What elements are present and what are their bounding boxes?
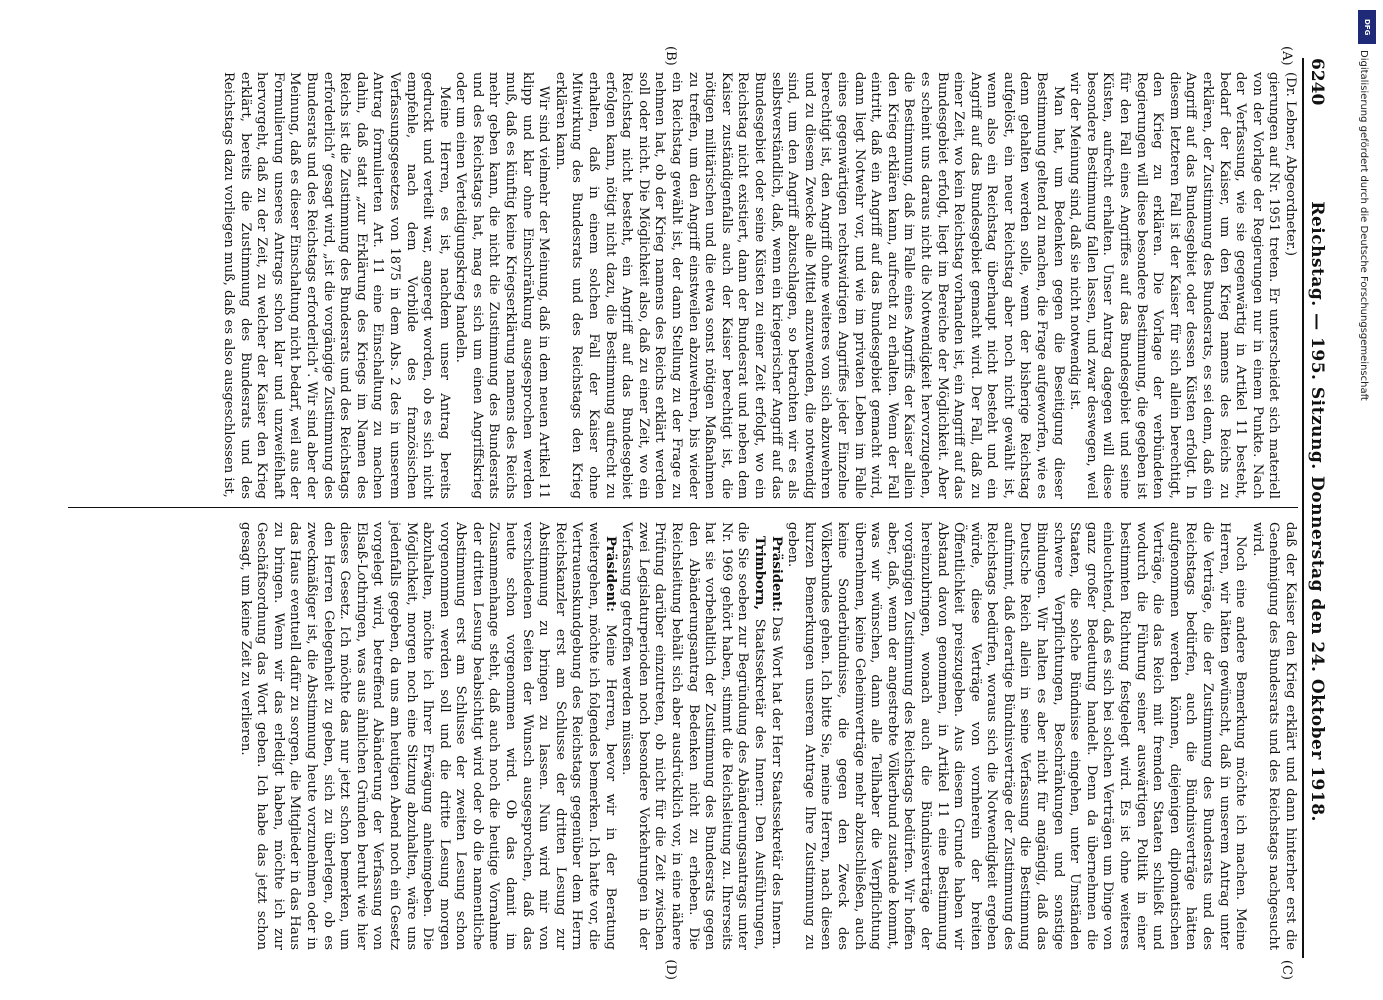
- president-statement-1: [767, 522, 784, 950]
- margin-marker-a: (A): [1279, 46, 1294, 66]
- trimborn-statement: [618, 522, 767, 950]
- president-label-2: Präsident:: [602, 536, 618, 613]
- page-header: [1302, 58, 1330, 958]
- digitization-credit: [1356, 10, 1378, 990]
- left-column: [68, 46, 1298, 508]
- margin-marker-b: (B): [663, 46, 678, 66]
- right-paragraph-2: Noch eine andere Bemerkung möchte ich machen. Meine Herren, wir hätten gewünscht, daß in unserem Antrag unter die Verträge, die der Zustimmung des Bundesrats und des Reichstags bedürfen, auch die Bündnisverträge hätten aufgenommen werden können, diejenigen diplomatischen Verträge, die das Reich mit fremden Staaten schließt und wodurch die Führung seiner auswärtigen Politik in einer bestimmten Richtung festgelegt wird. Es ist ohne weiteres einleuchtend, daß es sich bei solchen Verträgen um Dinge von ganz großer Bedeutung handelt. Denn da übernehmen die Staaten, die solche Bündnisse eingehen, unter Umständen schwere Verpflichtungen, Beschränkungen und sonstige Bindungen. Wir halten es aber nicht für angängig, daß das Deutsche Reich allein in seine Verfassung die Bestimmung aufnimmt, daß derartige Bündnisverträge der Zustimmung des Reichstags bedürfen, woraus sich die Notwendigkeit ergeben würde, diese Verträge von vornherein der breiten Öffentlichkeit preiszugeben. Aus diesem Grunde haben wir Abstand davon genommen, in Artikel 11 eine Bestimmung hereinzubringen, wonach auch die Bündnisverträge der vorgängigen Zustimmung des Reichstags bedürfen. Wir hoffen aber, daß, wenn der angestrebte Völkerbund zustande kommt, was wir wünschen, dann alle Teilhaber die Verpflichtung übernehmen, keine Geheimverträge mehr abzuschließen, auch keine Sonderbündnisse, die gegen den Zweck des Völkerbundes gehen. Ich bitte Sie, meine Herren, nach diesen kurzen Bemerkungen unserem Antrage Ihre Zustimmung zu geben.: [785, 522, 1249, 950]
- right-paragraph-1: daß der Kaiser den Krieg erklärt und dann hinterher erst die Genehmigung des Bundesrats und des Reichstags nachgesucht wird.: [1249, 522, 1298, 950]
- margin-marker-d: (D): [663, 959, 678, 980]
- rotated-page: [58, 46, 1330, 980]
- credit-text: Digitalisierung gefördert durch die Deutsche Forschungsgemeinschaft: [1358, 50, 1369, 401]
- trimborn-text: Staatssekretär des Innern: Den Ausführungen, die Sie soeben zur Begründung des Abänderungsantrags unter Nr. 1969 gehört haben, stimmt die Reichsleitung zu. Ihrerseits hat sie vorbehaltlich der Zustimmung des Bundesrats gegen den Abänderungsantrag Bedenken nicht zu erheben. Die Reichsleitung behält sich aber ausdrücklich vor, in eine nähere Prüfung darüber einzutreten, ob nicht für die Zeit zwischen zwei Legislaturperioden noch besondere Vorkehrungen in der Verfassung getroffen werden müssen.: [619, 522, 767, 950]
- left-paragraph-1: gierungen auf Nr. 1951 treten. Er unterscheidet sich materiell von der Vorlage der Regierungen nur in einem Punkte. Nach der Verfassung, wie sie gegenwärtig in Artikel 11 besteht, bedarf der Kaiser, um den Krieg namens des Reichs zu erklären, der Zustimmung des Bundesrats, es sei denn, daß ein Angriff auf das Bundesgebiet oder dessen Küsten erfolgt. In diesem letzteren Fall ist der Kaiser für sich allein berechtigt, den Krieg zu erklären. Die Vorlage der verbündeten Regierungen will diese besondere Bestimmung, die gegeben ist für den Fall eines Angriffes auf das Bundesgebiet und seine Küsten, aufrecht erhalten. Unser Antrag dagegen will diese besondere Bestimmung fallen lassen, und zwar deswegen, weil wir der Meinung sind, daß sie nicht notwendig ist.: [1067, 72, 1282, 499]
- president-text-2: Meine Herren, bevor wir in der Beratung weitergehen, möchte ich folgendes bemerken. Ich hatte vor, die Vertrauenskundgebung des Reichstags gegenüber dem Herrn Reichskanzler erst am Schlusse der dritten Lesung zur Abstimmung zu bringen zu lassen. Nun wird mir von verschiedenen Seiten der Wunsch ausgesprochen, daß das heute schon vorgenommen wird. Ob das damit im Zusammenhange steht, daß auch noch die heutige Vornahme der dritten Lesung beabsichtigt wird oder ob die namentliche Abstimmung erst am Schlusse der zweiten Lesung schon vorgenommen werden soll und die dritte Lesung morgen abzuhalten, möchte ich Ihrer Erwägung anheimgeben. Die Möglichkeit, morgen noch eine Sitzung abzuhalten, wäre uns jedenfalls gegeben, da uns am heutigen Abend noch ein Gesetz vorgelegt wird, betreffend Abänderung der Verfassung von Elsaß-Lothringen, was aus ähnlichen Gründen beruht wie hier dieses Gesetz. Ich möchte das nur jetzt schon bemerken, um den Herren Gelegenheit zu geben, sich zu überlegen, ob es zweckmäßiger ist, die Abstimmung heute vorzunehmen oder in das Haus eventuell dafür zu sorgen, die Mitglieder in das Haus zu bringen. Wenn wir das erledigt haben, möchte ich zur Geschäftsordnung das Wort geben. Ich habe das jetzt schon gesagt, um keine Zeit zu verlieren.: [237, 522, 618, 950]
- president-label: Präsident:: [768, 536, 784, 613]
- speaker-note: (Dr. Lebner, Abgeordneter.): [1283, 72, 1298, 256]
- president-text-1: Das Wort hat der Herr Staatssekretär des Innern.: [768, 616, 784, 950]
- left-paragraph-4: Meine Herren, es ist, nachdem unser Antrag bereits gedruckt und verteilt war, angeregt worden, ob es sich nicht empfehle, nach dem Vorbilde des französischen Verfassungsgesetzes von 1875 in dem Abs. 2 des in unserem Antrag formulierten Art. 11 eine Einschaltung zu machen dahin, daß statt „zur Erklärung des Kriegs im Namen des Reichs ist die Zustimmung des Bundesrats und des Reichstags erforderlich“ gesagt wird, „ist die vorgängige Zustimmung des Bundesrats und des Reichstags erforderlich“. Wir sind aber der Meinung, daß es dieser Einschaltung nicht bedarf, weil aus der Formulierung unseres Antrags schon klar und unzweifelhaft hervorgeht, daß zu der Zeit, zu welcher der Kaiser den Krieg erklärt, bereits die Zustimmung des Bundesrats und des Reichstags dazu vorliegen muß, daß es also ausgeschlossen ist,: [221, 72, 452, 499]
- margin-marker-c: (C): [1279, 959, 1294, 980]
- text-columns: [68, 46, 1298, 980]
- page-number: 6240: [1307, 58, 1327, 106]
- left-paragraph-2: Man hat, um Bedenken gegen die Beseitigung dieser Bestimmung geltend zu machen, die Frage aufgeworfen, wie es denn gehalten werden solle, wenn der bisherige Reichstag aufgelöst, ein neuer Reichstag aber noch nicht gewählt ist, wenn also ein Reichstag überhaupt nicht besteht und ein Angriff auf das Bundesgebiet gemacht wird. Der Fall, daß zu einer Zeit, wo kein Reichstag vorhanden ist, ein Angriff auf das Bundesgebiet erfolgt, liegt im Bereiche der Möglichkeit. Aber es scheint uns daraus nicht die Notwendigkeit hervorzugehen, die Bestimmung, daß im Falle eines Angriffs der Kaiser allein den Krieg erklären kann, aufrecht zu erhalten. Wenn der Fall eintritt, daß ein Angriff auf das Bundesgebiet gemacht wird, dann liegt Notwehr vor, und wie im privaten Leben im Falle eines gegenwärtigen rechtswidrigen Angriffes jeder Einzelne berechtigt ist, den Angriff ohne weiteres von sich abzuwehren und zu diesem Zwecke alle Mittel anzuwenden, die notwendig sind, um den Angriff abzuschlagen, so betrachten wir es als selbstverständlich, daß, wenn ein kriegerischer Angriff auf das Bundesgebiet oder seine Küsten zu einer Zeit erfolgt, wo ein Reichstag nicht existiert, dann der Bundesrat und neben dem Kaiser zuständigenfalls auch der Kaiser berechtigt ist, die nötigen militärischen und die etwa sonst nötigen Maßnahmen zu treffen, um den Angriff einstweilen abzuwehren, bis wieder ein Reichstag gewählt ist, der dann Stellung zu der Frage zu nehmen hat, ob der Krieg namens des Reichs erklärt werden soll oder nicht. Die Möglichkeit also, daß zu einer Zeit, wo ein Reichstag nicht besteht, ein Angriff auf das Bundesgebiet erfolgen kann, nötigt nicht dazu, die Bestimmung aufrecht zu erhalten, daß in einem solchen Fall der Kaiser ohne Mitwirkung des Bundesrats und des Reichstags den Krieg erklären kann.: [552, 72, 1066, 499]
- trimborn-label: Trimborn,: [752, 536, 767, 610]
- president-statement-2: [236, 522, 618, 950]
- left-paragraph-3: Wir sind vielmehr der Meinung, daß in dem neuen Artikel 11 klipp und klar ohne Einschränkung ausgesprochen werden muß, daß es künftig keine Kriegserklärung namens des Reichs mehr geben kann, die nicht die Zustimmung des Bundesrats und des Reichstags hat, mag es sich um einen Angriffskrieg oder um einen Verteidigungskrieg handeln.: [453, 72, 552, 499]
- dfg-logo: DFG: [1358, 10, 1376, 44]
- running-title: Reichstag. — 195. Sitzung. Donnerstag den 24. Oktober 1918.: [1307, 201, 1327, 822]
- right-column: [68, 508, 1298, 980]
